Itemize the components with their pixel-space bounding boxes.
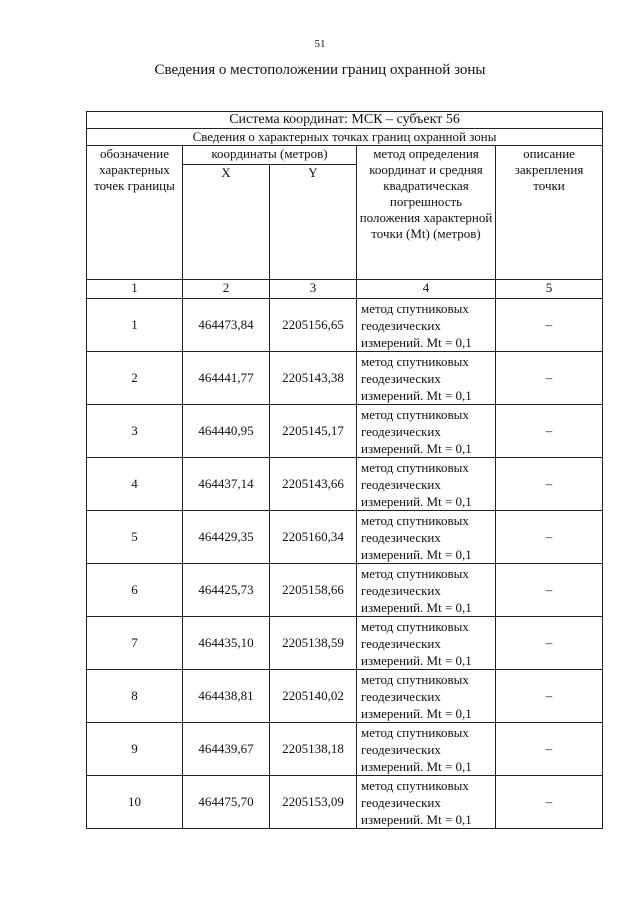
- point-cell: 8: [87, 670, 183, 723]
- x-cell: 464438,81: [183, 670, 270, 723]
- table-row: [87, 564, 603, 617]
- column-number-row: [87, 280, 603, 299]
- method-cell: метод спутниковых геодезических измерений. Mt = 0,1: [357, 723, 496, 776]
- description-cell: –: [496, 458, 603, 511]
- point-cell: 4: [87, 458, 183, 511]
- y-cell: 2205153,09: [270, 776, 357, 829]
- header-point: обозначение характерных точек границы: [87, 146, 183, 280]
- column-number: 2: [183, 280, 270, 299]
- point-cell: 5: [87, 511, 183, 564]
- header-x: X: [183, 165, 270, 280]
- x-cell: 464437,14: [183, 458, 270, 511]
- column-number: 1: [87, 280, 183, 299]
- table-caption-cell: Сведения о характерных точках границ охранной зоны: [87, 129, 603, 146]
- description-cell: –: [496, 511, 603, 564]
- description-cell: –: [496, 670, 603, 723]
- method-cell: метод спутниковых геодезических измерений. Mt = 0,1: [357, 511, 496, 564]
- table-row: [87, 511, 603, 564]
- y-cell: 2205138,59: [270, 617, 357, 670]
- method-cell: метод спутниковых геодезических измерений. Mt = 0,1: [357, 564, 496, 617]
- point-cell: 6: [87, 564, 183, 617]
- header-row: [87, 146, 603, 165]
- y-cell: 2205158,66: [270, 564, 357, 617]
- description-cell: –: [496, 617, 603, 670]
- method-cell: метод спутниковых геодезических измерений. Mt = 0,1: [357, 299, 496, 352]
- method-cell: метод спутниковых геодезических измерений. Mt = 0,1: [357, 617, 496, 670]
- x-cell: 464475,70: [183, 776, 270, 829]
- y-cell: 2205156,65: [270, 299, 357, 352]
- table-row: [87, 299, 603, 352]
- y-cell: 2205145,17: [270, 405, 357, 458]
- method-cell: метод спутниковых геодезических измерений. Mt = 0,1: [357, 352, 496, 405]
- x-cell: 464425,73: [183, 564, 270, 617]
- column-number: 3: [270, 280, 357, 299]
- y-cell: 2205160,34: [270, 511, 357, 564]
- table-row: [87, 405, 603, 458]
- point-cell: 1: [87, 299, 183, 352]
- column-number: 5: [496, 280, 603, 299]
- method-cell: метод спутниковых геодезических измерений. Mt = 0,1: [357, 776, 496, 829]
- y-cell: 2205140,02: [270, 670, 357, 723]
- point-cell: 10: [87, 776, 183, 829]
- column-number: 4: [357, 280, 496, 299]
- header-y: Y: [270, 165, 357, 280]
- method-cell: метод спутниковых геодезических измерений. Mt = 0,1: [357, 670, 496, 723]
- table-row: [87, 617, 603, 670]
- description-cell: –: [496, 564, 603, 617]
- document-title: Сведения о местоположении границ охранной зоны: [154, 62, 486, 78]
- point-cell: 2: [87, 352, 183, 405]
- point-cell: 3: [87, 405, 183, 458]
- x-cell: 464435,10: [183, 617, 270, 670]
- description-cell: –: [496, 776, 603, 829]
- table-row: [87, 670, 603, 723]
- table-row: [87, 352, 603, 405]
- y-cell: 2205143,66: [270, 458, 357, 511]
- y-cell: 2205143,38: [270, 352, 357, 405]
- x-cell: 464473,84: [183, 299, 270, 352]
- table-row: [87, 458, 603, 511]
- x-cell: 464441,77: [183, 352, 270, 405]
- description-cell: –: [496, 352, 603, 405]
- coordinate-system-row: [87, 112, 603, 129]
- point-cell: 9: [87, 723, 183, 776]
- header-description: описание закрепления точки: [496, 146, 603, 280]
- y-cell: 2205138,18: [270, 723, 357, 776]
- description-cell: –: [496, 723, 603, 776]
- table-row: [87, 723, 603, 776]
- description-cell: –: [496, 405, 603, 458]
- page-number: 51: [314, 38, 326, 50]
- table-caption-row: [87, 129, 603, 146]
- table-row: [87, 776, 603, 829]
- coordinate-system-cell: Система координат: МСК – субъект 56: [87, 112, 603, 129]
- boundary-points-table: [86, 111, 603, 829]
- header-coordinates: координаты (метров): [183, 146, 357, 165]
- x-cell: 464440,95: [183, 405, 270, 458]
- description-cell: –: [496, 299, 603, 352]
- x-cell: 464429,35: [183, 511, 270, 564]
- method-cell: метод спутниковых геодезических измерений. Mt = 0,1: [357, 405, 496, 458]
- x-cell: 464439,67: [183, 723, 270, 776]
- point-cell: 7: [87, 617, 183, 670]
- method-cell: метод спутниковых геодезических измерений. Mt = 0,1: [357, 458, 496, 511]
- header-method: метод определения координат и средняя квадратическая погрешность положения характерной точки (Mt) (метров): [357, 146, 496, 280]
